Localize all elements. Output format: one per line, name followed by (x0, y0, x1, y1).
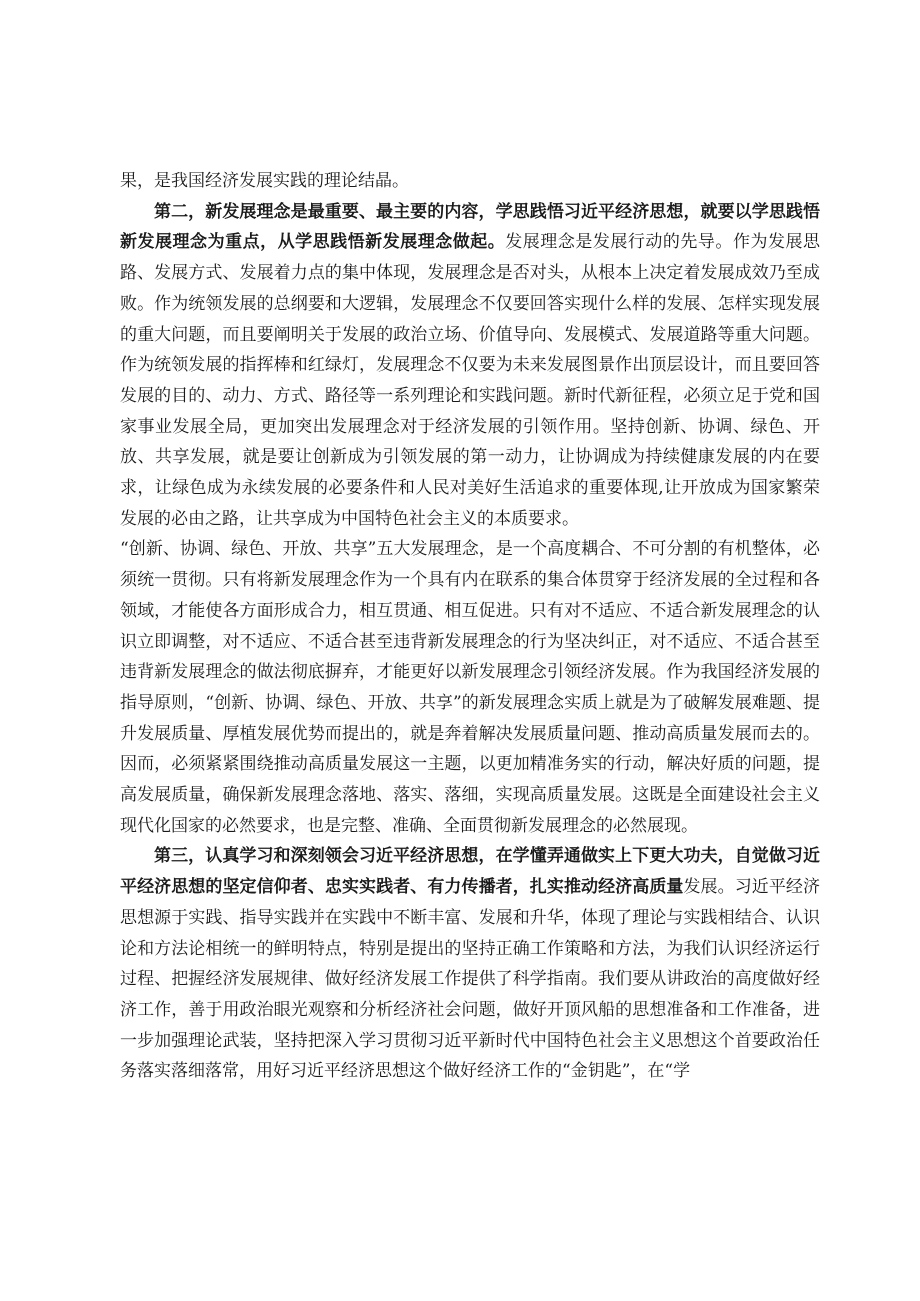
second-point-heading: 第二，新发展理念是最重要、最主要的内容，学思践悟习近平经济思想，就要以学思践悟新发展理念为重点，从学思践悟新发展理念做起。 (120, 201, 820, 253)
second-point-body: 发展理念是发展行动的先导。作为发展思路、发展方式、发展着力点的集中体现，发展理念是否对头，从根本上决定着发展成效乃至成败。作为统领发展的总纲要和大逻辑，发展理念不仅要回答实现什么样的发展、怎样实现发展的重大问题，而且要阐明关于发展的政治立场、价值导向、发展模式、发展道路等重大问题。作为统领发展的指挥棒和红绿灯，发展理念不仅要为未来发展图景作出顶层设计，而且要回答发展的目的、动力、方式、路径等一系列理论和实践问题。新时代新征程，必须立足于党和国家事业发展全局，更加突出发展理念对于经济发展的引领作用。坚持创新、协调、绿色、开放、共享发展，就是要让创新成为引领发展的第一动力，让协调成为持续健康发展的内在要求，让绿色成为永续发展的必要条件和人民对美好生活追求的重要体现,让开放成为国家繁荣发展的必由之路，让共享成为中国特色社会主义的本质要求。 (120, 232, 820, 529)
third-point-heading: 第三，认真学习和深刻领会习近平经济思想，在学懂弄通做实上下更大功夫，自觉做习近平经济思想的坚定信仰者、忠实实践者、有力传播者，扎实推动经济高质量 (120, 846, 820, 898)
paragraph-five-concepts: “创新、协调、绿色、开放、共享”五大发展理念，是一个高度耦合、不可分割的有机整体，必须统一贯彻。只有将新发展理念作为一个具有内在联系的集合体贯穿于经济发展的全过程和各领域，才能使各方面形成合力，相互贯通、相互促进。只有对不适应、不适合新发展理念的认识立即调整，对不适应、不适合甚至违背新发展理念的行为坚决纠正，对不适应、不适合甚至违背新发展理念的做法彻底摒弃，才能更好以新发展理念引领经济发展。作为我国经济发展的指导原则，“创新、协调、绿色、开放、共享”的新发展理念实质上就是为了破解发展难题、提升发展质量、厚植发展优势而提出的，就是奔着解决发展质量问题、推动高质量发展而去的。因而，必须紧紧围绕推动高质量发展这一主题，以更加精准务实的行动，解决好质的问题，提高发展质量，确保新发展理念落地、落实、落细，实现高质量发展。这既是全面建设社会主义现代化国家的必然要求，也是完整、准确、全面贯彻新发展理念的必然展现。 (120, 539, 820, 836)
paragraph-third-point (120, 841, 820, 1087)
third-point-body: 发展。习近平经济思想源于实践、指导实践并在实践中不断丰富、发展和升华，体现了理论与实践相结合、认识论和方法论相统一的鲜明特点，特别是提出的坚持正确工作策略和方法，为我们认识经济运行过程、把握经济发展规律、做好经济发展工作提供了科学指南。我们要从讲政治的高度做好经济工作，善于用政治眼光观察和分析经济社会问题，做好开顶风船的思想准备和工作准备，进一步加强理论武装，坚持把深入学习贯彻习近平新时代中国特色社会主义思想这个首要政治任务落实落细落常，用好习近平经济思想这个做好经济工作的“金钥匙”，在“学 (120, 877, 821, 1082)
document-body (120, 166, 820, 1087)
paragraph-second-point (120, 197, 820, 535)
paragraph-continuation: 果，是我国经济发展实践的理论结晶。 (120, 171, 409, 191)
